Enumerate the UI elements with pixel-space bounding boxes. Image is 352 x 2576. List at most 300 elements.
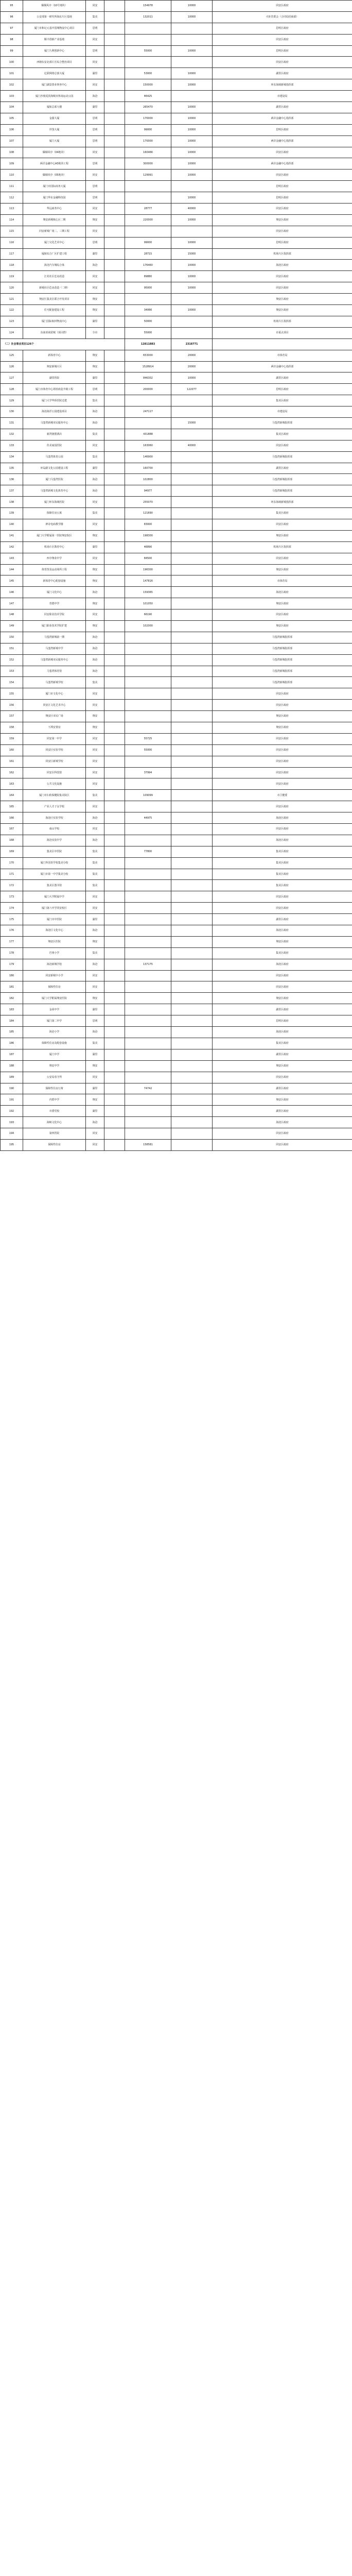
- project-name: 同安职业技术学院: [23, 609, 86, 621]
- district: 全市: [86, 327, 104, 338]
- project-name: 厦门市和记元基中国城物流中心项目: [23, 23, 86, 34]
- total-investment: [125, 1117, 171, 1128]
- annual-investment: [171, 1038, 213, 1049]
- annual-investment: [171, 666, 213, 677]
- annual-investment: [171, 688, 213, 700]
- project-name: 新湾渡假酒店: [23, 429, 86, 440]
- district: 集美: [86, 857, 104, 869]
- row-number: 179: [1, 959, 23, 970]
- period: [104, 700, 125, 711]
- total-investment: [125, 1128, 171, 1140]
- period: [104, 1083, 125, 1094]
- period: [104, 327, 125, 338]
- project-name: 集美区中医院: [23, 846, 86, 857]
- annual-investment: [171, 485, 213, 497]
- district: 同安: [86, 688, 104, 700]
- district: 同安: [86, 147, 104, 158]
- period: [104, 1072, 125, 1083]
- annual-investment: 122077: [171, 384, 213, 395]
- district: 同安: [86, 226, 104, 237]
- project-name: 海沧区实验学校: [23, 812, 86, 824]
- responsible-unit: 同安区政府: [213, 226, 352, 237]
- project-name: 海沧实验中学: [23, 835, 86, 846]
- total-investment: 170000: [125, 113, 171, 124]
- total-investment: 95000: [125, 282, 171, 294]
- responsible-unit: 湖里区政府: [213, 1004, 352, 1015]
- table-row: [1, 57, 352, 68]
- period: [104, 553, 125, 564]
- table-row: [1, 947, 352, 959]
- total-investment: 55725: [125, 733, 171, 744]
- table-row: [1, 463, 352, 474]
- table-row: [1, 970, 352, 981]
- total-investment: 846302: [125, 372, 171, 384]
- district: 同安: [86, 733, 104, 744]
- district: 湖里: [86, 68, 104, 79]
- period: [104, 23, 125, 34]
- responsible-unit: 马銮湾新城指挥部: [213, 485, 352, 497]
- table-row: [1, 34, 352, 45]
- project-name: 巴蒂小学: [23, 947, 86, 959]
- table-row: [1, 451, 352, 463]
- project-name: 海沧区文化中心: [23, 925, 86, 937]
- table-row: [1, 530, 352, 541]
- period: [104, 970, 125, 981]
- district: 同安: [86, 79, 104, 91]
- district: 同安: [86, 903, 104, 914]
- responsible-unit: 翔安区政府: [213, 711, 352, 722]
- row-number: 102: [1, 79, 23, 91]
- annual-investment: [171, 857, 213, 869]
- district: 海沧: [86, 925, 104, 937]
- responsible-unit: 思明区政府: [213, 192, 352, 204]
- total-investment: 53000: [125, 68, 171, 79]
- responsible-unit: 集美区政府: [213, 880, 352, 891]
- project-name: 厦门大学附属第一医院翔安院区: [23, 530, 86, 541]
- table-row: [1, 429, 352, 440]
- total-investment: 109099: [125, 790, 171, 801]
- period: [104, 1094, 125, 1106]
- project-name: 同安区文化艺术中心: [23, 700, 86, 711]
- district: 同安: [86, 700, 104, 711]
- period: [104, 102, 125, 113]
- table-row: [1, 1015, 352, 1027]
- annual-investment: 20000: [171, 361, 213, 372]
- annual-investment: 10000: [171, 79, 213, 91]
- row-number: 97: [1, 23, 23, 34]
- table-row: [1, 135, 352, 147]
- annual-investment: [171, 959, 213, 970]
- total-investment: [125, 903, 171, 914]
- period: [104, 113, 125, 124]
- row-number: 163: [1, 778, 23, 790]
- responsible-unit: 海沧区政府: [213, 1117, 352, 1128]
- row-number: 112: [1, 192, 23, 204]
- row-number: 95: [1, 1, 23, 12]
- total-investment: [125, 57, 171, 68]
- period: [104, 204, 125, 215]
- annual-investment: [171, 993, 213, 1004]
- table-row: [1, 361, 352, 372]
- row-number: 117: [1, 248, 23, 260]
- total-investment: [125, 857, 171, 869]
- project-name: 厦门大学华侨医院迁建: [23, 395, 86, 406]
- row-number: 151: [1, 643, 23, 654]
- responsible-unit: 同安区政府: [213, 767, 352, 778]
- responsible-unit: 同安区政府: [213, 519, 352, 530]
- total-investment: 50000: [125, 316, 171, 327]
- total-investment: 28777: [125, 204, 171, 215]
- district: 思明: [86, 384, 104, 395]
- project-name: 厦门文化艺术中心: [23, 237, 86, 248]
- project-name: 厦门九利创新中心: [23, 45, 86, 57]
- district: 同安: [86, 553, 104, 564]
- period: [104, 1139, 125, 1150]
- period: [104, 57, 125, 68]
- project-name: 新城社区危房改造（二期）: [23, 282, 86, 294]
- row-number: 100: [1, 57, 23, 68]
- responsible-unit: 翔安区政府: [213, 936, 352, 947]
- total-investment: [125, 1038, 171, 1049]
- total-investment: [125, 824, 171, 835]
- period: [104, 925, 125, 937]
- row-number: 148: [1, 609, 23, 621]
- responsible-unit: 同安区政府: [213, 778, 352, 790]
- period: [104, 384, 125, 395]
- annual-investment: 10000: [171, 282, 213, 294]
- responsible-unit: 马銮湾新城指挥部: [213, 666, 352, 677]
- annual-investment: [171, 406, 213, 418]
- row-number: 146: [1, 587, 23, 598]
- district: 同安: [86, 824, 104, 835]
- annual-investment: [171, 181, 213, 192]
- project-name: 同安区实验学校: [23, 744, 86, 756]
- district: 翔安: [86, 711, 104, 722]
- project-name: 同安区新城学校: [23, 756, 86, 767]
- total-investment: 46890: [125, 541, 171, 553]
- total-investment: 160700: [125, 463, 171, 474]
- period: [104, 587, 125, 598]
- total-investment: 84500: [125, 553, 171, 564]
- annual-investment: [171, 756, 213, 767]
- table-row: [1, 406, 352, 418]
- row-number: 178: [1, 947, 23, 959]
- annual-investment: 10000: [171, 271, 213, 282]
- table-row: [1, 485, 352, 497]
- period: [104, 880, 125, 891]
- total-investment: [125, 880, 171, 891]
- period: [104, 722, 125, 734]
- total-investment: 55000: [125, 327, 171, 338]
- responsible-unit: 马銮湾新城指挥部: [213, 417, 352, 429]
- responsible-unit: 集美区政府: [213, 1038, 352, 1049]
- annual-investment: [171, 1094, 213, 1106]
- period: [104, 688, 125, 700]
- row-number: 113: [1, 204, 23, 215]
- total-investment: 83000: [125, 519, 171, 530]
- responsible-unit: 思明区政府: [213, 45, 352, 57]
- period: [104, 778, 125, 790]
- district: 同安: [86, 170, 104, 181]
- project-name: 翔安区医院: [23, 936, 86, 947]
- row-number: 161: [1, 756, 23, 767]
- district: 同安: [86, 440, 104, 451]
- annual-investment: 10000: [171, 158, 213, 170]
- table-row: [1, 1106, 352, 1117]
- table-row: [1, 541, 352, 553]
- annual-investment: [171, 722, 213, 734]
- project-name: 厦门市第一中学集美分校: [23, 869, 86, 880]
- annual-investment: 10000: [171, 372, 213, 384]
- total-investment: [125, 869, 171, 880]
- table-row: [1, 170, 352, 181]
- row-number: 141: [1, 530, 23, 541]
- responsible-unit: 马銮湾新城指挥部: [213, 451, 352, 463]
- row-number: 170: [1, 857, 23, 869]
- row-number: 156: [1, 700, 23, 711]
- row-number: 134: [1, 451, 23, 463]
- total-investment: 99000: [125, 124, 171, 135]
- annual-investment: 10000: [171, 305, 213, 316]
- responsible-unit: 集美区政府: [213, 846, 352, 857]
- district: 湖里: [86, 463, 104, 474]
- total-investment: 66190: [125, 609, 171, 621]
- table-row: [1, 327, 352, 338]
- annual-investment: [171, 395, 213, 406]
- table-row: [1, 68, 352, 79]
- total-investment: 121690: [125, 508, 171, 519]
- total-investment: [125, 226, 171, 237]
- total-investment: [125, 722, 171, 734]
- project-name: 华远商务中心: [23, 204, 86, 215]
- period: [104, 1106, 125, 1117]
- table-row: [1, 801, 352, 812]
- total-investment: [125, 23, 171, 34]
- table-row: [1, 609, 352, 621]
- annual-investment: [171, 903, 213, 914]
- district: 湖里: [86, 102, 104, 113]
- annual-investment: [171, 981, 213, 993]
- project-name: 海沧新城学校: [23, 959, 86, 970]
- total-investment: 34066: [125, 305, 171, 316]
- period: [104, 181, 125, 192]
- district: 翔安: [86, 722, 104, 734]
- responsible-unit: 同安区政府: [213, 440, 352, 451]
- district: 湖里: [86, 1004, 104, 1015]
- project-name: 同安新城广场二、三期工程: [23, 226, 86, 237]
- table-row: [1, 790, 352, 801]
- total-investment: [125, 1027, 171, 1038]
- responsible-unit: 海沧区政府: [213, 1027, 352, 1038]
- row-number: 176: [1, 925, 23, 937]
- responsible-unit: 同安区政府: [213, 170, 352, 181]
- row-number: 116: [1, 237, 23, 248]
- project-name: 机场片区教育中心: [23, 541, 86, 553]
- row-number: 145: [1, 575, 23, 587]
- responsible-unit: 翔安区政府: [213, 305, 352, 316]
- project-name: 顺丰创新产业基地: [23, 34, 86, 45]
- row-number: 101: [1, 68, 23, 79]
- period: [104, 316, 125, 327]
- row-number: 164: [1, 790, 23, 801]
- district: 翔安: [86, 564, 104, 575]
- row-number: 109: [1, 158, 23, 170]
- project-name: 保障住房公寓: [23, 508, 86, 519]
- row-number: 120: [1, 282, 23, 294]
- annual-investment: [171, 869, 213, 880]
- period: [104, 846, 125, 857]
- project-name: 厦门文化中心: [23, 587, 86, 598]
- district: 同安: [86, 204, 104, 215]
- total-investment: [125, 936, 171, 947]
- row-number: 169: [1, 846, 23, 857]
- annual-investment: [171, 767, 213, 778]
- section-empty-cell: [213, 338, 352, 350]
- table-row: [1, 1038, 352, 1049]
- district: 同安: [86, 34, 104, 45]
- period: [104, 395, 125, 406]
- district: 海沧: [86, 587, 104, 598]
- section-title: （二）社会事业项目126个: [1, 338, 125, 350]
- table-row: [1, 835, 352, 846]
- annual-investment: [171, 778, 213, 790]
- total-investment: 74742: [125, 1083, 171, 1094]
- period: [104, 417, 125, 429]
- table-row: [1, 643, 352, 654]
- row-number: 183: [1, 1004, 23, 1015]
- responsible-unit: 环东海域新城指挥部: [213, 79, 352, 91]
- project-name: 翔安区市民广场: [23, 711, 86, 722]
- table-row: [1, 846, 352, 857]
- annual-investment: [171, 598, 213, 609]
- responsible-unit: 集美区政府: [213, 869, 352, 880]
- table-row: [1, 981, 352, 993]
- row-number: 129: [1, 395, 23, 406]
- table-row: [1, 880, 352, 891]
- project-name: 厦门市中医院: [23, 914, 86, 925]
- annual-investment: 10000: [171, 1, 213, 12]
- project-name: 海沧小学: [23, 1027, 86, 1038]
- district: 同安: [86, 744, 104, 756]
- project-name: 马銮湾新城市民服务中心: [23, 417, 86, 429]
- row-number: 136: [1, 474, 23, 485]
- annual-investment: 10000: [171, 68, 213, 79]
- annual-investment: 10000: [171, 45, 213, 57]
- row-number: 184: [1, 1015, 23, 1027]
- table-row: [1, 124, 352, 135]
- row-number: 96: [1, 11, 23, 23]
- project-name: 世茂大厦: [23, 124, 86, 135]
- project-name: 厦门环东海域医院: [23, 497, 86, 508]
- table-row: [1, 767, 352, 778]
- period: [104, 903, 125, 914]
- section-annual-investment: 2318771: [171, 338, 213, 350]
- project-name: 公共文化设施: [23, 778, 86, 790]
- annual-investment: [171, 824, 213, 835]
- table-row: [1, 294, 352, 305]
- total-investment: 163060: [125, 440, 171, 451]
- responsible-unit: 马銮湾新城指挥部: [213, 632, 352, 643]
- table-row: [1, 1, 352, 12]
- table-row: [1, 11, 352, 23]
- district: 湖里: [86, 1049, 104, 1060]
- project-name: 爆烟风亭（05地块）: [23, 170, 86, 181]
- project-name: 内厝中学: [23, 1094, 86, 1106]
- period: [104, 609, 125, 621]
- responsible-unit: 海沧区政府: [213, 959, 352, 970]
- district: 海沧: [86, 1117, 104, 1128]
- project-name: 第四医院: [23, 1128, 86, 1140]
- annual-investment: [171, 91, 213, 102]
- responsible-unit: 机场片区指挥部: [213, 541, 352, 553]
- annual-investment: [171, 846, 213, 857]
- period: [104, 91, 125, 102]
- row-number: 175: [1, 914, 23, 925]
- period: [104, 891, 125, 903]
- project-name: 产业人才子女学校: [23, 801, 86, 812]
- table-row: [1, 102, 352, 113]
- project-name: 马銮湾新城文化体育中心: [23, 485, 86, 497]
- responsible-unit: 思明区政府: [213, 384, 352, 395]
- project-name: 厦门大学附属翔安医院: [23, 993, 86, 1004]
- district: 集美: [86, 429, 104, 440]
- annual-investment: [171, 1106, 213, 1117]
- project-name: 保障性住房及配套设施: [23, 1038, 86, 1049]
- total-investment: [125, 294, 171, 305]
- district: 海沧: [86, 1027, 104, 1038]
- table-row: [1, 711, 352, 722]
- table-row: [1, 1004, 352, 1015]
- row-number: 186: [1, 1038, 23, 1049]
- row-number: 124: [1, 327, 23, 338]
- responsible-unit: 翔安区政府: [213, 1060, 352, 1072]
- project-name: 马銮湾体育馆: [23, 666, 86, 677]
- row-number: 190: [1, 1083, 23, 1094]
- responsible-unit: 集美区政府: [213, 429, 352, 440]
- row-number: 181: [1, 981, 23, 993]
- row-number: 108: [1, 147, 23, 158]
- responsible-unit: 翔安区政府: [213, 722, 352, 734]
- annual-investment: [171, 677, 213, 688]
- table-row: [1, 620, 352, 632]
- responsible-unit: 同安区政府: [213, 733, 352, 744]
- row-number: 133: [1, 440, 23, 451]
- project-name: 厦门大厦: [23, 135, 86, 147]
- annual-investment: [171, 790, 213, 801]
- annual-investment: 10000: [171, 170, 213, 181]
- annual-investment: [171, 711, 213, 722]
- total-investment: [125, 700, 171, 711]
- project-name: 金圆大厦: [23, 113, 86, 124]
- annual-investment: [171, 474, 213, 485]
- total-investment: [125, 914, 171, 925]
- period: [104, 835, 125, 846]
- table-row: [1, 1083, 352, 1094]
- project-name: 翔安新城片区: [23, 361, 86, 372]
- total-investment: 55000: [125, 744, 171, 756]
- district: 翔安: [86, 294, 104, 305]
- district: 集美: [86, 395, 104, 406]
- annual-investment: [171, 519, 213, 530]
- total-investment: 89880: [125, 271, 171, 282]
- district: 海沧: [86, 632, 104, 643]
- annual-investment: [171, 620, 213, 632]
- table-row: [1, 1117, 352, 1128]
- responsible-unit: 市重点项目: [213, 327, 352, 338]
- total-investment: [125, 1094, 171, 1106]
- table-row: [1, 519, 352, 530]
- period: [104, 429, 125, 440]
